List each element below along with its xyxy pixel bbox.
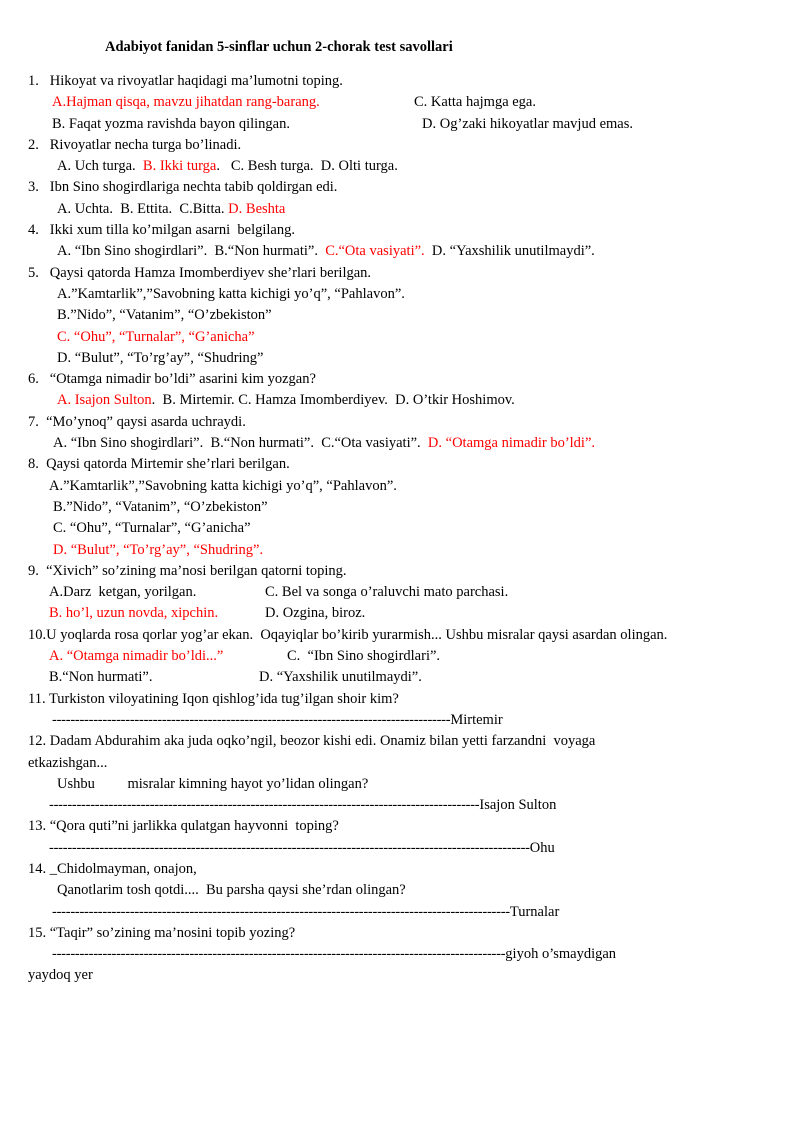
q3-options-abc: A. Uchta. B. Ettita. C.Bitta. — [57, 200, 229, 217]
q8-option-b: B.”Nido”, “Vatanim”, “O’zbekiston” — [53, 498, 268, 515]
q4-option-c: C.“Ota vasiyati”. — [325, 243, 429, 260]
q3-option-d: D. Beshta — [228, 200, 286, 217]
q9-option-d: D. Ozgina, biroz. — [265, 605, 366, 622]
question-11: 11. Turkiston viloyatining Iqon qishlog’ida tug’ilgan shoir kim? — [28, 690, 399, 707]
q2-options-rest: . C. Besh turga. D. Olti turga. — [216, 158, 398, 175]
question-8: 8. Qaysi qatorda Mirtemir she’rlari berilgan. — [28, 456, 290, 473]
q6-options — [28, 390, 788, 411]
q6-option-a: A. Isajon Sulton — [57, 392, 152, 409]
q10-options-row1 — [28, 646, 788, 667]
q4-options-ab: A. “Ibn Sino shogirdlari”. B.“Non hurmati”. — [57, 243, 326, 260]
q15-answer-line — [28, 944, 788, 965]
q12-answer-line — [28, 795, 788, 816]
q1-option-b: B. Faqat yozma ravishda bayon qilingan. — [52, 115, 290, 132]
question-9: 9. “Xivich” so’zining ma’nosi berilgan qatorni toping. — [28, 562, 347, 579]
q12-answer: Isajon Sulton — [479, 797, 557, 814]
question-14: 14. _Chidolmayman, onajon, — [28, 860, 197, 877]
q10-option-b: B.“Non hurmati”. — [49, 669, 153, 686]
q7-options — [28, 433, 788, 454]
q5-option-b: B.”Nido”, “Vatanim”, “O’zbekiston” — [57, 307, 272, 324]
q14-answer-line — [28, 902, 788, 923]
q15-answer: giyoh o’smaydigan — [505, 946, 617, 963]
q15-dashes: --------------------------------------------------------------------------------------------------- — [52, 946, 506, 963]
question-5: 5. Qaysi qatorda Hamza Imomberdiyev she’rlari berilgan. — [28, 264, 372, 281]
q1-option-c: C. Katta hajmga ega. — [414, 94, 536, 111]
q2-options — [28, 156, 788, 177]
question-13: 13. “Qora quti”ni jarlikka qulatgan hayvonni toping? — [28, 818, 339, 835]
q5-option-d: D. “Bulut”, “To’rg’ay”, “Shudring” — [57, 349, 264, 366]
q10-option-d: D. “Yaxshilik unutilmaydi”. — [259, 669, 422, 686]
q13-answer-line — [28, 838, 788, 859]
question-7: 7. “Mo’ynoq” qaysi asarda uchraydi. — [28, 413, 246, 430]
document-title: Adabiyot fanidan 5-sinflar uchun 2-chorak test savollari — [105, 39, 453, 55]
q9-option-a: A.Darz ketgan, yorilgan. — [49, 584, 197, 601]
q8-option-d: D. “Bulut”, “To’rg’ay”, “Shudring”. — [53, 541, 264, 558]
q11-answer-line — [28, 710, 788, 731]
q4-option-d: D. “Yaxshilik unutilmaydi”. — [428, 243, 595, 260]
question-6: 6. “Otamga nimadir bo’ldi” asarini kim yozgan? — [28, 371, 316, 388]
q10-option-c: C. “Ibn Sino shogirdlari”. — [287, 648, 441, 665]
q10-options-row2 — [28, 667, 788, 688]
question-2: 2. Rivoyatlar necha turga bo’linadi. — [28, 136, 242, 153]
q3-options — [28, 199, 788, 220]
q9-options-row2 — [28, 603, 788, 624]
q1-option-a: A.Hajman qisqa, mavzu jihatdan rang-barang. — [52, 94, 320, 111]
question-12-cont: etkazishgan... — [28, 754, 108, 771]
q6-options-rest: . B. Mirtemir. C. Hamza Imomberdiyev. D. O’tkir Hoshimov. — [151, 392, 515, 409]
question-12: 12. Dadam Abdurahim aka juda oqko’ngil, beozor kishi edi. Onamiz bilan yetti farzandni voyaga — [28, 733, 596, 750]
question-4: 4. Ikki xum tilla ko’milgan asarni belgilang. — [28, 222, 295, 239]
q14-answer: Turnalar — [509, 903, 560, 920]
question-10: 10.U yoqlarda rosa qorlar yog’ar ekan. Oqayiqlar bo’kirib yurarmish... Ushbu misralar qaysi asardan olingan. — [28, 626, 668, 643]
q5-option-a: A.”Kamtarlik”,”Savobning katta kichigi yo’q”, “Pahlavon”. — [57, 285, 405, 302]
q1-options-row2 — [28, 114, 788, 135]
q9-option-c: C. Bel va songa o’raluvchi mato parchasi. — [265, 584, 509, 601]
q11-dashes: --------------------------------------------------------------------------------------- — [52, 711, 451, 728]
q13-dashes: --------------------------------------------------------------------------------------------------------- — [49, 839, 530, 856]
q12-dashes: ---------------------------------------------------------------------------------------------- — [49, 797, 480, 814]
q11-answer: Mirtemir — [450, 711, 503, 728]
q9-option-b: B. ho’l, uzun novda, xipchin. — [49, 605, 219, 622]
q4-options — [28, 241, 788, 262]
q1-options-row1 — [28, 92, 788, 113]
q2-option-a: A. Uch turga. — [57, 158, 143, 175]
question-3: 3. Ibn Sino shogirdlariga nechta tabib qoldirgan edi. — [28, 179, 338, 196]
q14-dashes: ---------------------------------------------------------------------------------------------------- — [52, 903, 510, 920]
q8-option-c: C. “Ohu”, “Turnalar”, “G’anicha” — [53, 520, 251, 537]
q8-option-a: A.”Kamtarlik”,”Savobning katta kichigi yo’q”, “Pahlavon”. — [49, 477, 397, 494]
q9-options-row1 — [28, 582, 788, 603]
q10-option-a: A. “Otamga nimadir bo’ldi...” — [49, 648, 224, 665]
q15-answer-cont: yaydoq yer — [28, 967, 93, 984]
q7-options-abc: A. “Ibn Sino shogirdlari”. B.“Non hurmati”. C.“Ota vasiyati”. — [53, 435, 428, 452]
q12-prompt: Ushbu misralar kimning hayot yo’lidan olingan? — [57, 775, 369, 792]
q13-answer: Ohu — [529, 839, 555, 856]
question-15: 15. “Taqir” so’zining ma’nosini topib yozing? — [28, 924, 296, 941]
q7-option-d: D. “Otamga nimadir bo’ldi”. — [427, 435, 596, 452]
q5-option-c: C. “Ohu”, “Turnalar”, “G’anicha” — [57, 328, 255, 345]
q2-option-b: B. Ikki turga — [142, 158, 217, 175]
question-1: 1. Hikoyat va rivoyatlar haqidagi ma’lumotni toping. — [28, 73, 343, 89]
q1-option-d: D. Og’zaki hikoyatlar mavjud emas. — [422, 115, 633, 132]
question-list — [28, 71, 788, 987]
q14-prompt: Qanotlarim tosh qotdi.... Bu parsha qaysi she’rdan olingan? — [57, 882, 406, 899]
